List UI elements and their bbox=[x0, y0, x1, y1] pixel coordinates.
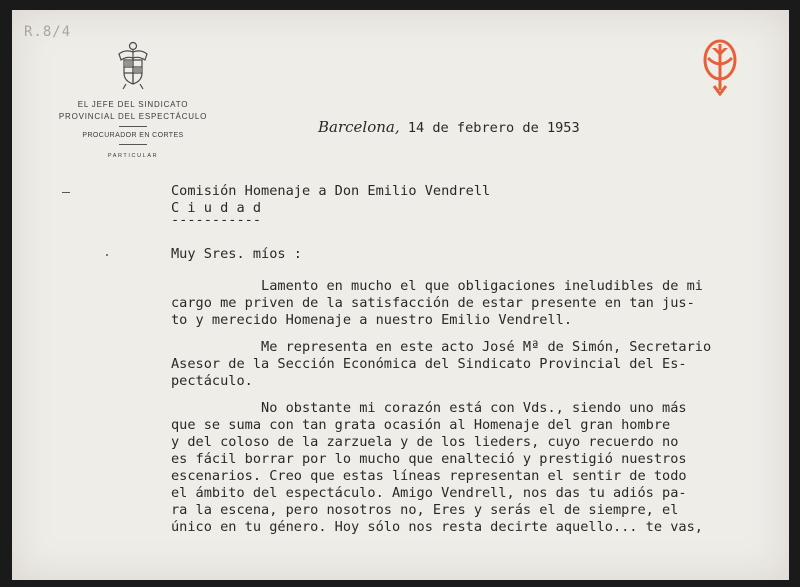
body-line: y del coloso de la zarzuela y de los lieders, cuyo recuerdo no bbox=[171, 434, 679, 450]
body-line: Me representa en este acto José Mª de Simón, Secretario bbox=[171, 339, 712, 355]
letter-sheet bbox=[12, 10, 789, 580]
body-line: Asesor de la Sección Económica del Sindicato Provincial del Es- bbox=[171, 356, 687, 372]
body-line bbox=[171, 329, 711, 339]
letterhead-particular: PARTICULAR bbox=[107, 153, 159, 159]
letterhead-divider bbox=[119, 144, 147, 145]
body-line: único en tu género. Hoy sólo nos resta decirte aquello... te vas, bbox=[171, 519, 703, 535]
letterhead-line: EL JEFE DEL SINDICATO bbox=[77, 100, 189, 109]
body-line: escenarios. Creo que estas líneas representan el sentir de todo bbox=[171, 468, 687, 484]
recipient-underline: ----------- bbox=[171, 212, 262, 228]
date-line bbox=[318, 119, 580, 137]
sindicato-emblem-icon bbox=[700, 38, 740, 96]
body-line: cargo me priven de la satisfacción de estar presente en tan jus- bbox=[171, 295, 695, 311]
archive-mark: R.8/4 bbox=[24, 24, 72, 40]
body-line: to y merecido Homenaje a nuestro Emilio Vendrell. bbox=[171, 312, 573, 328]
margin-dot bbox=[106, 254, 108, 256]
letterhead bbox=[48, 99, 218, 159]
letterhead-divider bbox=[119, 126, 147, 127]
body-line: pectáculo. bbox=[171, 373, 253, 389]
letter-body bbox=[171, 278, 711, 536]
body-line: que se suma con tan grata ocasión al Homenaje del gran hombre bbox=[171, 417, 671, 433]
letterhead-line: PROVINCIAL DEL ESPECTÁCULO bbox=[58, 112, 208, 121]
salutation: Muy Sres. míos : bbox=[171, 246, 302, 262]
body-line: No obstante mi corazón está con Vds., siendo uno más bbox=[171, 400, 687, 416]
margin-mark bbox=[62, 192, 70, 193]
body-line: el ámbito del espectáculo. Amigo Vendrell, nos das tu adiós pa- bbox=[171, 485, 687, 501]
body-line: ra la escena, pero nosotros no, Eres y serás el de siempre, el bbox=[171, 502, 679, 518]
date-text: 14 de febrero de 1953 bbox=[407, 120, 580, 136]
date-place: Barcelona, bbox=[318, 118, 400, 136]
coat-of-arms-icon bbox=[115, 40, 151, 90]
letterhead-title: PROCURADOR EN CORTES bbox=[82, 132, 184, 139]
body-line: es fácil borrar por lo mucho que enalteció y prestigió nuestros bbox=[171, 451, 687, 467]
recipient-line: Comisión Homenaje a Don Emilio Vendrell bbox=[171, 183, 491, 199]
recipient-city: C i u d a d bbox=[171, 200, 262, 216]
body-line: Lamento en mucho el que obligaciones ineludibles de mi bbox=[171, 278, 703, 294]
body-line bbox=[171, 390, 711, 400]
